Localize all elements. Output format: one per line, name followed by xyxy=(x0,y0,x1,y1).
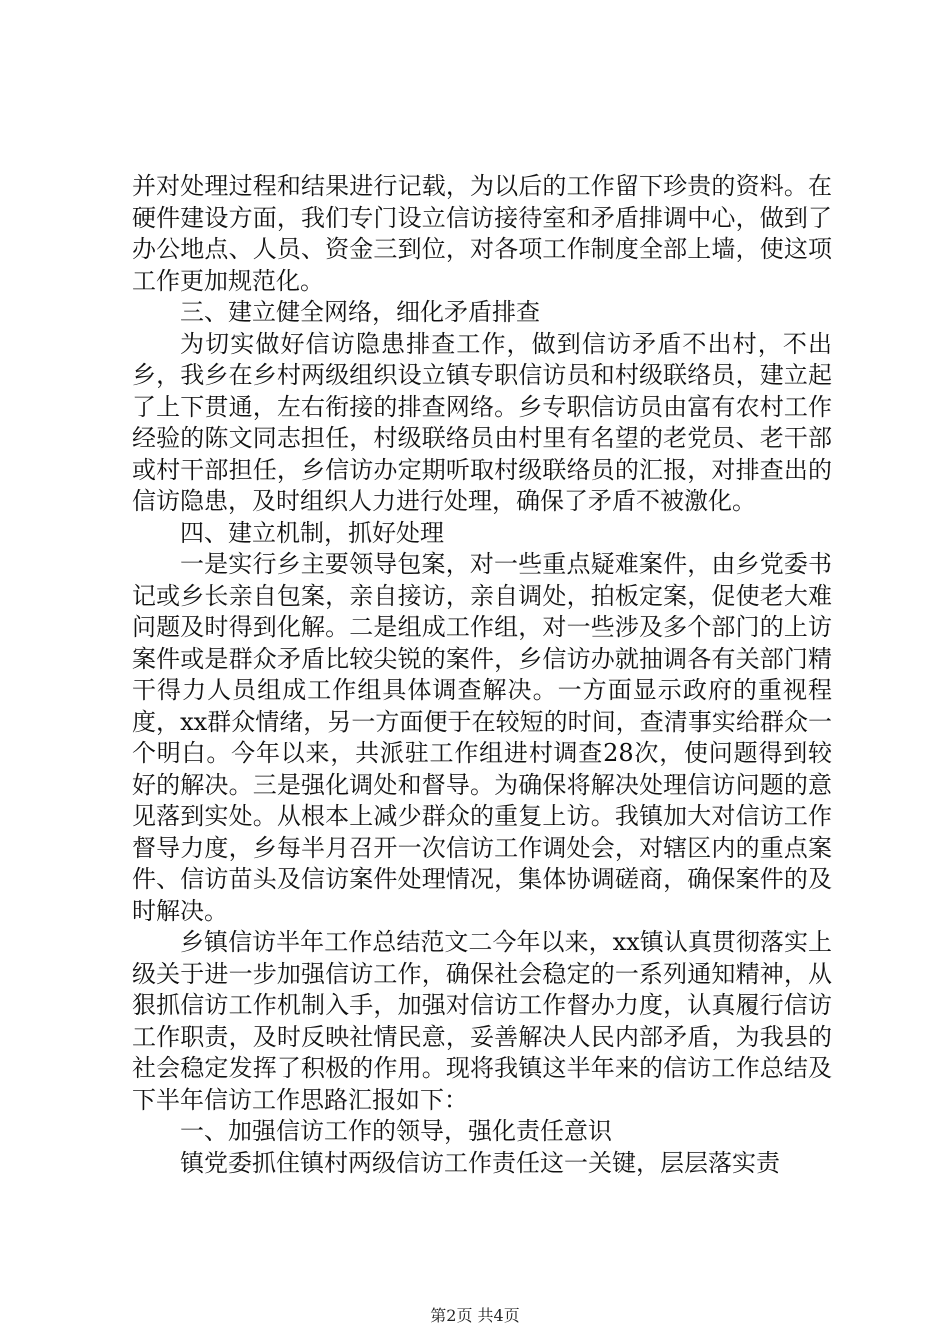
page-number-footer: 第2页 共4页 xyxy=(430,1306,520,1325)
section-heading-network: 三、建立健全网络，细化矛盾排查 xyxy=(180,298,540,326)
paragraph-leadership: 镇党委抓住镇村两级信访工作责任这一关键，层层落实责 xyxy=(180,1148,780,1177)
section-heading-mechanism: 四、建立机制，抓好处理 xyxy=(180,518,444,547)
paragraph-mechanism: 一是实行乡主要领导包案，对一些重点疑难案件，由乡党委书记或乡长亲自包案，亲自接访，亲自调处，拍板定案，促使老大难问题及时得到化解。二是组成工作组，对一些涉及多个部门的上访案件或是群众矛盾比较尖锐的案件，乡信访办就抽调各有关部门精干得力人员组成工作组具体调查解决。一方面显示政府的重视程度，xx群众情绪，另一方面便于在较短的时间，查清事实给群众一个明白。今年以来，共派驻工作组进村调查28次，使问题得到较好的解决。三是强化调处和督导。为确保将解决处理信访问题的意见落到实处。从根本上减少群众的重复上访。我镇加大对信访工作督导力度，乡每半月召开一次信访工作调处会，对辖区内的重点案件、信访苗头及信访案件处理情况，集体协调磋商，确保案件的及时解决。 xyxy=(132,550,832,925)
paragraph-hardware: 并对处理过程和结果进行记载，为以后的工作留下珍贵的资料。在硬件建设方面，我们专门设立信访接待室和矛盾排调中心，做到了办公地点、人员、资金三到位，对各项工作制度全部上墙，使这项工作更加规范化。 xyxy=(132,172,832,295)
document-body xyxy=(132,171,832,1179)
paragraph-network: 为切实做好信访隐患排查工作，做到信访矛盾不出村，不出乡，我乡在乡村两级组织设立镇专职信访员和村级联络员，建立起了上下贯通，左右衔接的排查网络。乡专职信访员由富有农村工作经验的陈文同志担任，村级联络员由村里有名望的老党员、老干部或村干部担任，乡信访办定期听取村级联络员的汇报，对排查出的信访隐患，及时组织人力进行处理，确保了矛盾不被激化。 xyxy=(132,329,832,515)
section-heading-leadership: 一、加强信访工作的领导，强化责任意识 xyxy=(180,1117,612,1145)
paragraph-summary-two: 乡镇信访半年工作总结范文二今年以来，xx镇认真贯彻落实上级关于进一步加强信访工作，确保社会稳定的一系列通知精神，从狠抓信访工作机制入手，加强对信访工作督办力度，认真履行信访工作职责，及时反映社情民意，妥善解决人民内部矛盾，为我县的社会稳定发挥了积极的作用。现将我镇这半年来的信访工作总结及下半年信访工作思路汇报如下： xyxy=(132,928,832,1114)
